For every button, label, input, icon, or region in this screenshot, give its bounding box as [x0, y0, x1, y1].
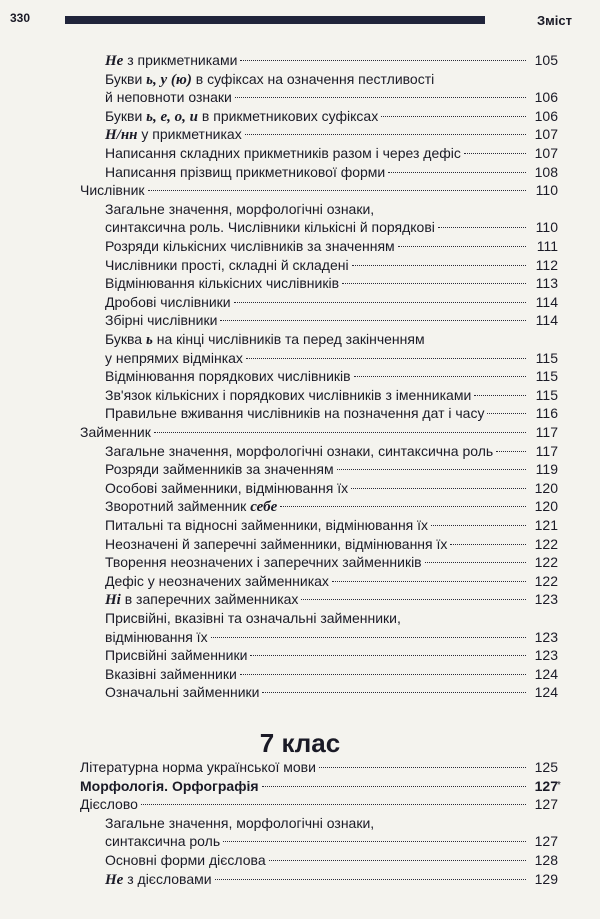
- title-text: Написання прізвищ прикметникової форми: [105, 163, 386, 180]
- toc-entry-line: [105, 124, 558, 144]
- toc-entry-title: [80, 180, 146, 200]
- toc-page-number: 119: [535, 461, 558, 478]
- toc-entry-line: [105, 199, 558, 219]
- title-text: Означальні займенники: [105, 684, 260, 701]
- toc-page-number: 128: [534, 852, 558, 868]
- toc-entry-line: [105, 459, 558, 479]
- dot-leader: [438, 227, 526, 228]
- dot-leader: [141, 804, 526, 805]
- title-text: й неповноти ознаки: [105, 89, 232, 106]
- dot-leader: [262, 692, 526, 693]
- dot-leader: [388, 172, 526, 173]
- emphasized-term: ь, е, о, и: [146, 108, 199, 125]
- title-text: у непрямих відмінках: [105, 349, 243, 366]
- dot-leader: [262, 786, 527, 787]
- toc-page-number: 127: [534, 796, 558, 813]
- toc-entry-title: [105, 292, 232, 312]
- toc-page-number: 122: [534, 554, 558, 571]
- toc-page-number: 120: [534, 479, 558, 496]
- title-text: Питальні та відносні займенники, відмінювання їх: [105, 517, 429, 533]
- toc-entry-line: [105, 571, 558, 591]
- toc-entry-line: [105, 255, 558, 275]
- dot-leader: [240, 674, 526, 675]
- toc-entry-line: [105, 627, 558, 647]
- toc-entry-title: [105, 478, 349, 498]
- toc-entry-title: [105, 645, 248, 665]
- title-text: Відмінювання порядкових числівників: [105, 368, 351, 385]
- toc-entry-line: [105, 441, 558, 461]
- emphasized-term: себе: [250, 499, 278, 516]
- toc-entry-title: [105, 831, 221, 851]
- toc-entry-line: [105, 348, 558, 368]
- toc-page-number: 125: [534, 759, 558, 775]
- dot-leader: [269, 860, 526, 861]
- toc-page-number: 122: [534, 572, 558, 589]
- toc-page-number: 106: [534, 107, 558, 124]
- dot-leader: [431, 525, 526, 526]
- toc-page-number: 116: [535, 405, 558, 422]
- toc-entry-title: [105, 869, 213, 890]
- toc-entry-title: [105, 71, 434, 87]
- toc-entry-title: [105, 515, 429, 535]
- toc-entry-title: [105, 403, 485, 423]
- dot-leader: [223, 841, 526, 842]
- toc-entry-line: [105, 50, 558, 70]
- header-rule: [65, 16, 485, 24]
- dot-leader: [398, 246, 526, 247]
- emphasized-term: Ні: [105, 592, 121, 609]
- toc-page-number: 123: [534, 591, 558, 608]
- title-text: з прикметниками: [123, 52, 238, 68]
- toc-page-number: 110: [535, 182, 558, 199]
- toc-entry-line: [105, 534, 558, 554]
- dot-leader: [211, 637, 526, 638]
- toc-page-number: 115: [535, 349, 558, 366]
- toc-page-number: 107: [534, 145, 558, 161]
- emphasized-term: ь, у (ю): [146, 71, 192, 88]
- toc-entry-line: [105, 682, 558, 702]
- dot-leader: [487, 413, 526, 414]
- toc-entry-title: [105, 143, 462, 163]
- dot-leader: [425, 562, 526, 563]
- toc-page-number: 124: [534, 665, 558, 682]
- title-text: Основні форми дієслова: [105, 852, 266, 868]
- title-text: Займенник: [80, 424, 151, 440]
- toc-entry-title: [105, 385, 472, 405]
- toc-entry-line: [105, 664, 558, 684]
- emphasized-term: Не: [105, 53, 124, 69]
- title-text: Дробові числівники: [105, 293, 231, 310]
- toc-entry-title: [105, 348, 244, 368]
- title-text: Написання складних прикметників разом і через дефіс: [105, 145, 461, 161]
- title-text: Морфологія. Орфографія: [80, 777, 259, 794]
- toc-page-number: 111: [536, 238, 558, 254]
- toc-entry-title: [80, 776, 260, 796]
- star-mark: *: [557, 780, 561, 791]
- dot-leader: [342, 283, 526, 284]
- toc-page-number: 106: [534, 89, 558, 106]
- toc-entry-line: [80, 794, 558, 814]
- toc-entry-title: [105, 610, 401, 626]
- toc-page-number: 105: [534, 52, 558, 68]
- toc-entry-title: [105, 682, 260, 702]
- dot-leader: [280, 506, 526, 507]
- toc-entry-line: [105, 236, 558, 256]
- title-text: Розряди займенників за значенням: [105, 461, 334, 478]
- dot-leader: [148, 190, 526, 191]
- toc-entry-line: [105, 608, 558, 628]
- title-text: з дієсловами: [123, 870, 212, 887]
- dot-leader: [245, 134, 526, 135]
- toc-entry-title: [105, 331, 425, 347]
- toc-entry-title: [105, 366, 352, 386]
- title-text: Неозначені й заперечні займенники, відмінювання їх: [105, 535, 448, 552]
- toc-page-number: 124: [534, 684, 558, 701]
- toc-page-number: 110: [535, 219, 558, 236]
- emphasized-term: Н/нн: [105, 127, 138, 144]
- dot-leader: [215, 879, 526, 880]
- toc-entry-line: [105, 87, 558, 107]
- toc-entry-title: [105, 255, 350, 275]
- toc-entry-line: [80, 776, 558, 796]
- title-text: в суфіксах на означення пестливості: [191, 70, 435, 87]
- emphasized-term: Не: [105, 871, 124, 888]
- class-heading: 7 клас: [259, 728, 341, 758]
- title-text: Особові займенники, відмінювання їх: [105, 479, 349, 496]
- dot-leader: [250, 655, 526, 656]
- toc-page-number: 129: [534, 870, 558, 887]
- title-text: Загальне значення, морфологічні ознаки, синтаксична роль: [105, 442, 494, 459]
- toc-entry-title: [105, 201, 374, 217]
- dot-leader: [337, 469, 526, 470]
- toc-entry-title: [105, 815, 374, 831]
- toc-page-number: 107: [534, 126, 558, 143]
- page-number: 330: [10, 11, 31, 25]
- toc-entry-title: [105, 534, 448, 554]
- toc-entry-line: [105, 478, 558, 498]
- dot-leader: [235, 97, 526, 98]
- toc-entry-line: [105, 496, 558, 516]
- title-text: в заперечних займенниках: [120, 591, 299, 608]
- title-text: Числівники прості, складні й складені: [105, 256, 349, 273]
- dot-leader: [234, 302, 526, 303]
- toc-entry-title: [105, 627, 209, 647]
- title-text: відмінювання їх: [105, 628, 208, 645]
- toc-page-number: 123: [534, 647, 558, 664]
- toc-page-number: 108: [534, 163, 558, 180]
- toc-entry-line: [105, 403, 558, 423]
- toc-page-number: 117: [535, 442, 558, 459]
- dot-leader: [332, 581, 526, 582]
- toc-entry-title: [105, 162, 386, 182]
- toc-page-number: 115: [535, 386, 558, 403]
- toc-entry-line: [80, 180, 558, 200]
- section-title: Зміст: [537, 13, 572, 28]
- toc-entry-line: [105, 162, 558, 182]
- title-text: на кінці числівників та перед закінченням: [152, 331, 425, 347]
- title-text: Дієслово: [80, 796, 138, 813]
- title-text: Присвійні займенники: [105, 647, 248, 664]
- toc-entry-line: [105, 366, 558, 386]
- title-text: Розряди кількісних числівників за значенням: [105, 238, 395, 254]
- title-text: Літературна норма української мови: [80, 759, 316, 775]
- title-text: Правильне вживання числівників на позначення дат і часу: [105, 405, 485, 422]
- toc-page-number: 127: [534, 833, 558, 850]
- dot-leader: [246, 358, 526, 359]
- toc-entry-line: [105, 292, 558, 312]
- toc-entry-line: [105, 831, 558, 851]
- toc-page-number: 123: [534, 628, 558, 645]
- toc-entry-line: [105, 310, 558, 330]
- toc-page-number: 112: [535, 256, 558, 273]
- dot-leader: [464, 153, 526, 154]
- toc-page-number: 127: [534, 777, 558, 794]
- title-text: Збірні числівники: [105, 312, 218, 329]
- toc-entry-title: [80, 794, 139, 814]
- title-text: у прикметниках: [137, 126, 242, 143]
- title-text: Зв'язок кількісних і порядкових числівників з іменниками: [105, 386, 472, 403]
- dot-leader: [301, 599, 526, 600]
- toc-entry-line: [105, 869, 558, 889]
- toc-page-number: 113: [535, 275, 558, 292]
- toc-page-number: 114: [535, 293, 558, 310]
- toc-entry-line: [105, 217, 558, 237]
- toc-entry-line: [105, 69, 558, 89]
- toc-page-number: 120: [534, 498, 558, 515]
- toc-entry-title: [80, 422, 152, 442]
- emphasized-term: ь: [145, 332, 153, 348]
- title-text: Букви: [105, 70, 147, 87]
- toc-entry-line: [105, 552, 558, 572]
- toc-entry-title: [105, 310, 218, 330]
- dot-leader: [351, 488, 526, 489]
- toc-entry-title: [105, 87, 233, 107]
- title-text: синтаксична роль. Числівники кількісні й порядкові: [105, 219, 435, 236]
- toc-entry-line: [105, 106, 558, 126]
- dot-leader: [220, 320, 526, 321]
- title-text: Загальне значення, морфологічні ознаки,: [105, 200, 375, 217]
- title-text: Числівник: [80, 182, 145, 199]
- title-text: Загальне значення, морфологічні ознаки,: [105, 814, 375, 831]
- dot-leader: [352, 265, 526, 266]
- toc-entry-title: [105, 571, 330, 591]
- title-text: синтаксична роль: [105, 833, 221, 850]
- toc-entry-line: [105, 850, 558, 870]
- dot-leader: [381, 116, 526, 117]
- toc-entry-line: [80, 422, 558, 442]
- title-text: Буква: [105, 331, 146, 347]
- toc-page-number: 121: [534, 517, 558, 533]
- dot-leader: [474, 395, 526, 396]
- toc-page-number: 115: [535, 368, 558, 385]
- toc-entry-line: [105, 645, 558, 665]
- toc-entry-line: [105, 589, 558, 609]
- dot-leader: [496, 451, 526, 452]
- toc-entry-line: [105, 273, 558, 293]
- toc-entry-line: [80, 757, 558, 777]
- dot-leader: [240, 60, 526, 61]
- toc-page-number: 117: [535, 424, 558, 440]
- dot-leader: [319, 767, 526, 768]
- toc-entry-line: [105, 515, 558, 535]
- title-text: Дефіс у неозначених займенниках: [105, 572, 329, 589]
- title-text: Букви: [105, 107, 147, 124]
- dot-leader: [154, 432, 526, 433]
- title-text: Зворотний займенник: [105, 498, 251, 515]
- title-text: Творення неозначених і заперечних займенників: [105, 554, 422, 571]
- toc-entry-line: [105, 329, 558, 349]
- toc-entry-title: [105, 850, 267, 870]
- toc-entry-title: [105, 441, 494, 461]
- toc-entry-title: [105, 217, 436, 237]
- toc-entry-line: [105, 813, 558, 833]
- toc-entry-title: [105, 664, 238, 684]
- toc-entry-title: [105, 552, 423, 572]
- dot-leader: [450, 544, 526, 545]
- dot-leader: [354, 376, 526, 377]
- toc-entry-line: [105, 143, 558, 163]
- title-text: Відмінювання кількісних числівників: [105, 275, 340, 292]
- toc-entry-title: [80, 757, 317, 777]
- title-text: в прикметникових суфіксах: [198, 107, 379, 124]
- toc-entry-line: [105, 385, 558, 405]
- toc-page-number: 114: [535, 312, 558, 329]
- toc-entry-title: [105, 236, 396, 256]
- title-text: Вказівні займенники: [105, 665, 237, 682]
- toc-entry-title: [105, 273, 340, 293]
- title-text: Присвійні, вказівні та означальні займенники,: [105, 610, 401, 626]
- toc-entry-title: [105, 459, 335, 479]
- toc-page-number: 122: [534, 535, 558, 552]
